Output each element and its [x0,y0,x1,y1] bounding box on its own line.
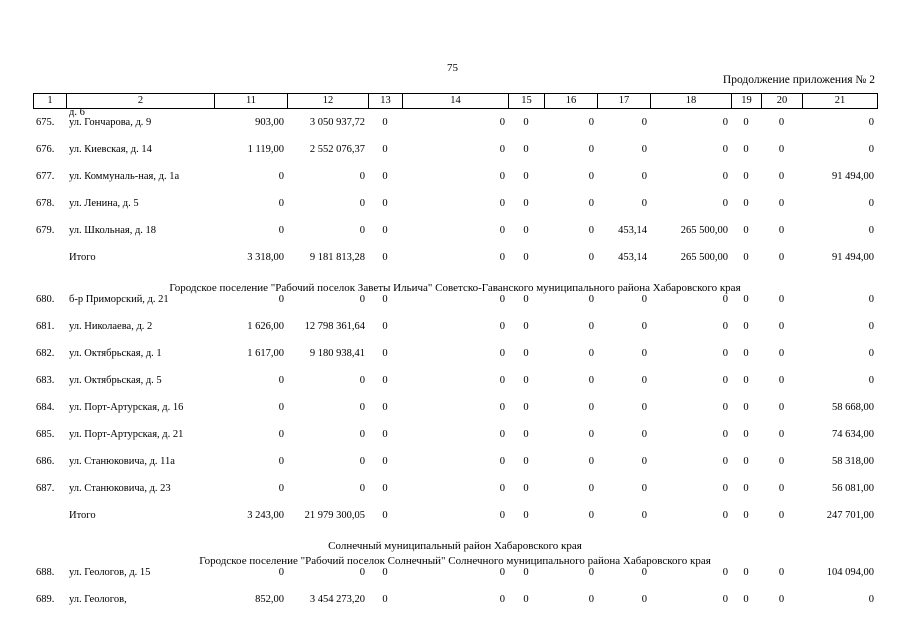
value-cell-21: 0 [868,144,874,155]
value-cell-12: 0 [359,375,365,386]
address-cell: ул. Порт-Артурская, д. 21 [69,429,184,440]
value-cell-11: 0 [278,567,284,578]
value-cell-14: 0 [499,594,505,605]
value-cell-12: 0 [359,225,365,236]
value-cell-17: 0 [641,144,647,155]
value-cell-19: 0 [743,456,749,467]
value-cell-20: 0 [778,252,785,263]
value-cell-19: 0 [743,225,749,236]
value-cell-19: 0 [743,375,749,386]
value-cell-14: 0 [499,117,505,128]
column-header: 19 [732,94,762,109]
row-number: 683. [36,375,55,386]
table-row [33,568,877,595]
value-cell-18: 0 [722,510,728,521]
address-cell: ул. Ленина, д. 5 [69,198,139,209]
value-cell-14: 0 [499,348,505,359]
value-cell-16: 0 [588,456,594,467]
value-cell-18: 0 [722,294,728,305]
section-heading-row [33,553,877,568]
value-cell-12: 0 [359,294,365,305]
table-body [33,108,877,622]
value-cell-15: 0 [523,456,529,467]
table-row [33,349,877,376]
value-cell-15: 0 [523,294,529,305]
address-cell: ул. Киевская, д. 14 [69,144,152,155]
column-header: 15 [509,94,545,109]
column-header: 20 [762,94,803,109]
value-cell-11: 0 [278,402,284,413]
value-cell-12: 9 181 813,28 [309,252,365,263]
column-header: 1 [34,94,67,109]
value-cell-20: 0 [778,429,785,440]
value-cell-16: 0 [588,429,594,440]
column-header: 17 [598,94,651,109]
value-cell-18: 0 [722,375,728,386]
value-cell-19: 0 [743,594,749,605]
value-cell-20: 0 [778,294,785,305]
value-cell-21: 0 [868,594,874,605]
value-cell-21: 58 668,00 [832,402,874,413]
table-row [33,484,877,511]
value-cell-13: 0 [382,321,388,332]
value-cell-17: 0 [641,348,647,359]
row-number: 689. [36,594,55,605]
value-cell-15: 0 [523,375,529,386]
value-cell-14: 0 [499,483,505,494]
value-cell-13: 0 [382,252,388,263]
address-cell: б-р Приморский, д. 21 [69,294,169,305]
value-cell-16: 0 [588,348,594,359]
column-header: 18 [651,94,732,109]
value-cell-19: 0 [743,429,749,440]
value-cell-12: 0 [359,567,365,578]
value-cell-17: 0 [641,594,647,605]
value-cell-13: 0 [382,348,388,359]
row-number: 681. [36,321,55,332]
value-cell-11: 903,00 [255,117,284,128]
value-cell-18: 0 [722,429,728,440]
value-cell-19: 0 [743,144,749,155]
address-cell: ул. Порт-Артурская, д. 16 [69,402,184,413]
total-row [33,511,877,538]
address-cell: ул. Станюковича, д. 11а [69,456,175,467]
value-cell-19: 0 [743,171,749,182]
section-heading: Городское поселение "Рабочий поселок Солнечный" Солнечного муниципального района Хабаровского края [199,555,711,567]
value-cell-19: 0 [743,294,749,305]
table-row [33,376,877,403]
value-cell-20: 0 [778,567,785,578]
value-cell-15: 0 [523,225,529,236]
continuation-row [33,108,877,118]
value-cell-11: 0 [278,225,284,236]
value-cell-11: 0 [278,375,284,386]
table-row [33,199,877,226]
value-cell-17: 0 [641,294,647,305]
value-cell-18: 265 500,00 [680,252,728,263]
value-cell-21: 0 [868,225,874,236]
value-cell-14: 0 [499,510,505,521]
value-cell-14: 0 [499,294,505,305]
value-cell-20: 0 [778,225,785,236]
value-cell-15: 0 [523,594,529,605]
value-cell-19: 0 [743,567,749,578]
value-cell-20: 0 [778,117,785,128]
value-cell-21: 0 [868,321,874,332]
row-number [33,511,66,538]
value-cell-18: 0 [722,198,728,209]
column-header: 16 [545,94,598,109]
value-cell-13: 0 [382,171,388,182]
value-cell-13: 0 [382,594,388,605]
value-cell-13: 0 [382,567,388,578]
value-cell-15: 0 [523,483,529,494]
table-row [33,322,877,349]
value-cell-11: 1 626,00 [247,321,284,332]
value-cell-17: 0 [641,510,647,521]
value-cell-19: 0 [743,321,749,332]
table-row [33,145,877,172]
value-cell-17: 0 [641,429,647,440]
value-cell-11: 0 [278,294,284,305]
row-number: 684. [36,402,55,413]
value-cell-17: 453,14 [618,225,647,236]
value-cell-21: 56 081,00 [832,483,874,494]
value-cell-14: 0 [499,252,505,263]
value-cell-15: 0 [523,567,529,578]
address-cell: ул. Октябрьская, д. 5 [69,375,162,386]
row-number: 679. [36,225,55,236]
value-cell-21: 247 701,00 [826,510,874,521]
value-cell-16: 0 [588,252,594,263]
address-cell: Итого [69,510,96,521]
value-cell-16: 0 [588,294,594,305]
value-cell-18: 0 [722,567,728,578]
column-header: 12 [288,94,369,109]
section-heading: Солнечный муниципальный район Хабаровского края [328,540,582,552]
row-number: 680. [36,294,55,305]
value-cell-18: 0 [722,144,728,155]
value-cell-15: 0 [523,198,529,209]
value-cell-21: 104 094,00 [826,567,874,578]
value-cell-19: 0 [743,198,749,209]
value-cell-17: 0 [641,117,647,128]
value-cell-18: 0 [722,348,728,359]
value-cell-18: 265 500,00 [680,225,728,236]
address-cell: ул. Гончарова, д. 9 [69,117,152,128]
value-cell-12: 3 050 937,72 [309,117,365,128]
value-cell-15: 0 [523,144,529,155]
value-cell-13: 0 [382,198,388,209]
value-cell-19: 0 [743,348,749,359]
value-cell-21: 91 494,00 [832,171,874,182]
value-cell-15: 0 [523,171,529,182]
value-cell-18: 0 [722,321,728,332]
row-number: 688. [36,567,55,578]
value-cell-11: 3 243,00 [247,510,284,521]
value-cell-15: 0 [523,252,529,263]
value-cell-16: 0 [588,225,594,236]
value-cell-12: 0 [359,402,365,413]
row-number: 678. [36,198,55,209]
address-cell: ул. Геологов, [69,594,127,605]
table-row [33,403,877,430]
address-cell: ул. Коммуналь-ная, д. 1а [69,171,180,182]
value-cell-17: 0 [641,567,647,578]
value-cell-20: 0 [778,321,785,332]
value-cell-20: 0 [778,198,785,209]
value-cell-20: 0 [778,456,785,467]
value-cell-12: 0 [359,483,365,494]
row-number: 687. [36,483,55,494]
value-cell-21: 0 [868,198,874,209]
value-cell-16: 0 [588,402,594,413]
value-cell-21: 58 318,00 [832,456,874,467]
row-number: 685. [36,429,55,440]
address-cell: Итого [69,252,96,263]
value-cell-19: 0 [743,483,749,494]
value-cell-21: 0 [868,348,874,359]
value-cell-16: 0 [588,567,594,578]
value-cell-14: 0 [499,456,505,467]
value-cell-14: 0 [499,171,505,182]
value-cell-14: 0 [499,144,505,155]
value-cell-15: 0 [523,321,529,332]
value-cell-13: 0 [382,402,388,413]
column-header: 11 [215,94,288,109]
value-cell-11: 0 [278,456,284,467]
value-cell-16: 0 [588,171,594,182]
address-cell: ул. Октябрьская, д. 1 [69,348,162,359]
value-cell-14: 0 [499,375,505,386]
value-cell-21: 91 494,00 [832,252,874,263]
value-cell-11: 3 318,00 [247,252,284,263]
value-cell-16: 0 [588,198,594,209]
value-cell-15: 0 [523,510,529,521]
value-cell-11: 0 [278,198,284,209]
value-cell-18: 0 [722,456,728,467]
value-cell-18: 0 [722,402,728,413]
page-number: 75 [447,62,458,74]
table-row [33,172,877,199]
value-cell-13: 0 [382,225,388,236]
value-cell-16: 0 [588,144,594,155]
value-cell-14: 0 [499,402,505,413]
value-cell-17: 0 [641,375,647,386]
value-cell-11: 1 119,00 [247,144,284,155]
value-cell-12: 2 552 076,37 [309,144,365,155]
value-cell-13: 0 [382,117,388,128]
value-cell-20: 0 [778,375,785,386]
value-cell-21: 0 [868,294,874,305]
value-cell-11: 852,00 [255,594,284,605]
section-heading: Городское поселение "Рабочий поселок Заветы Ильича" Советско-Гаванского муниципального района Хабаровского края [169,282,741,294]
value-cell-18: 0 [722,483,728,494]
value-cell-20: 0 [778,171,785,182]
value-cell-17: 0 [641,198,647,209]
value-cell-17: 0 [641,456,647,467]
value-cell-13: 0 [382,429,388,440]
value-cell-12: 3 454 273,20 [309,594,365,605]
row-number: 677. [36,171,55,182]
value-cell-13: 0 [382,510,388,521]
value-cell-11: 0 [278,171,284,182]
value-cell-20: 0 [778,483,785,494]
value-cell-14: 0 [499,225,505,236]
value-cell-17: 0 [641,171,647,182]
value-cell-17: 453,14 [618,252,647,263]
appendix-continuation-label: Продолжение приложения № 2 [722,74,875,86]
value-cell-14: 0 [499,321,505,332]
value-cell-12: 12 798 361,64 [304,321,365,332]
value-cell-11: 0 [278,483,284,494]
value-cell-21: 0 [868,375,874,386]
value-cell-13: 0 [382,144,388,155]
table-row [33,226,877,253]
column-header-row [33,93,878,109]
value-cell-17: 0 [641,483,647,494]
value-cell-21: 74 634,00 [832,429,874,440]
value-cell-11: 0 [278,429,284,440]
column-header: 13 [369,94,403,109]
column-header: 2 [67,94,215,109]
value-cell-18: 0 [722,117,728,128]
value-cell-18: 0 [722,171,728,182]
value-cell-15: 0 [523,117,529,128]
value-cell-19: 0 [743,117,749,128]
table-row [33,595,877,622]
value-cell-16: 0 [588,321,594,332]
value-cell-16: 0 [588,117,594,128]
value-cell-18: 0 [722,594,728,605]
value-cell-20: 0 [778,402,785,413]
value-cell-17: 0 [641,402,647,413]
value-cell-12: 9 180 938,41 [309,348,365,359]
value-cell-20: 0 [778,594,785,605]
table-row [33,295,877,322]
address-cell: ул. Станюковича, д. 23 [69,483,171,494]
row-number: 686. [36,456,55,467]
value-cell-16: 0 [588,375,594,386]
value-cell-14: 0 [499,429,505,440]
value-cell-11: 1 617,00 [247,348,284,359]
value-cell-14: 0 [499,198,505,209]
section-heading-row [33,538,877,553]
value-cell-20: 0 [778,144,785,155]
value-cell-17: 0 [641,321,647,332]
value-cell-13: 0 [382,456,388,467]
value-cell-19: 0 [743,402,749,413]
value-cell-16: 0 [588,594,594,605]
column-header: 14 [403,94,509,109]
table-row [33,457,877,484]
value-cell-15: 0 [523,348,529,359]
value-cell-15: 0 [523,402,529,413]
value-cell-16: 0 [588,483,594,494]
value-cell-20: 0 [778,348,785,359]
address-cell: ул. Школьная, д. 18 [69,225,157,236]
row-number [33,253,66,280]
column-header: 21 [803,94,878,109]
section-heading-row [33,280,877,295]
value-cell-13: 0 [382,483,388,494]
value-cell-13: 0 [382,375,388,386]
value-cell-15: 0 [523,429,529,440]
value-cell-21: 0 [868,117,874,128]
value-cell-12: 0 [359,171,365,182]
address-cell: ул. Николаева, д. 2 [69,321,153,332]
value-cell-12: 0 [359,429,365,440]
value-cell-13: 0 [382,294,388,305]
row-number: 682. [36,348,55,359]
row-number: 676. [36,144,55,155]
table-row [33,430,877,457]
continuation-text: д. 6 [69,107,85,118]
value-cell-16: 0 [588,510,594,521]
value-cell-12: 21 979 300,05 [304,510,365,521]
value-cell-12: 0 [359,198,365,209]
total-row [33,253,877,280]
value-cell-20: 0 [778,510,785,521]
value-cell-14: 0 [499,567,505,578]
address-cell: ул. Геологов, д. 15 [69,567,151,578]
table-row [33,118,877,145]
value-cell-19: 0 [743,510,749,521]
value-cell-19: 0 [743,252,749,263]
value-cell-12: 0 [359,456,365,467]
row-number: 675. [36,117,55,128]
